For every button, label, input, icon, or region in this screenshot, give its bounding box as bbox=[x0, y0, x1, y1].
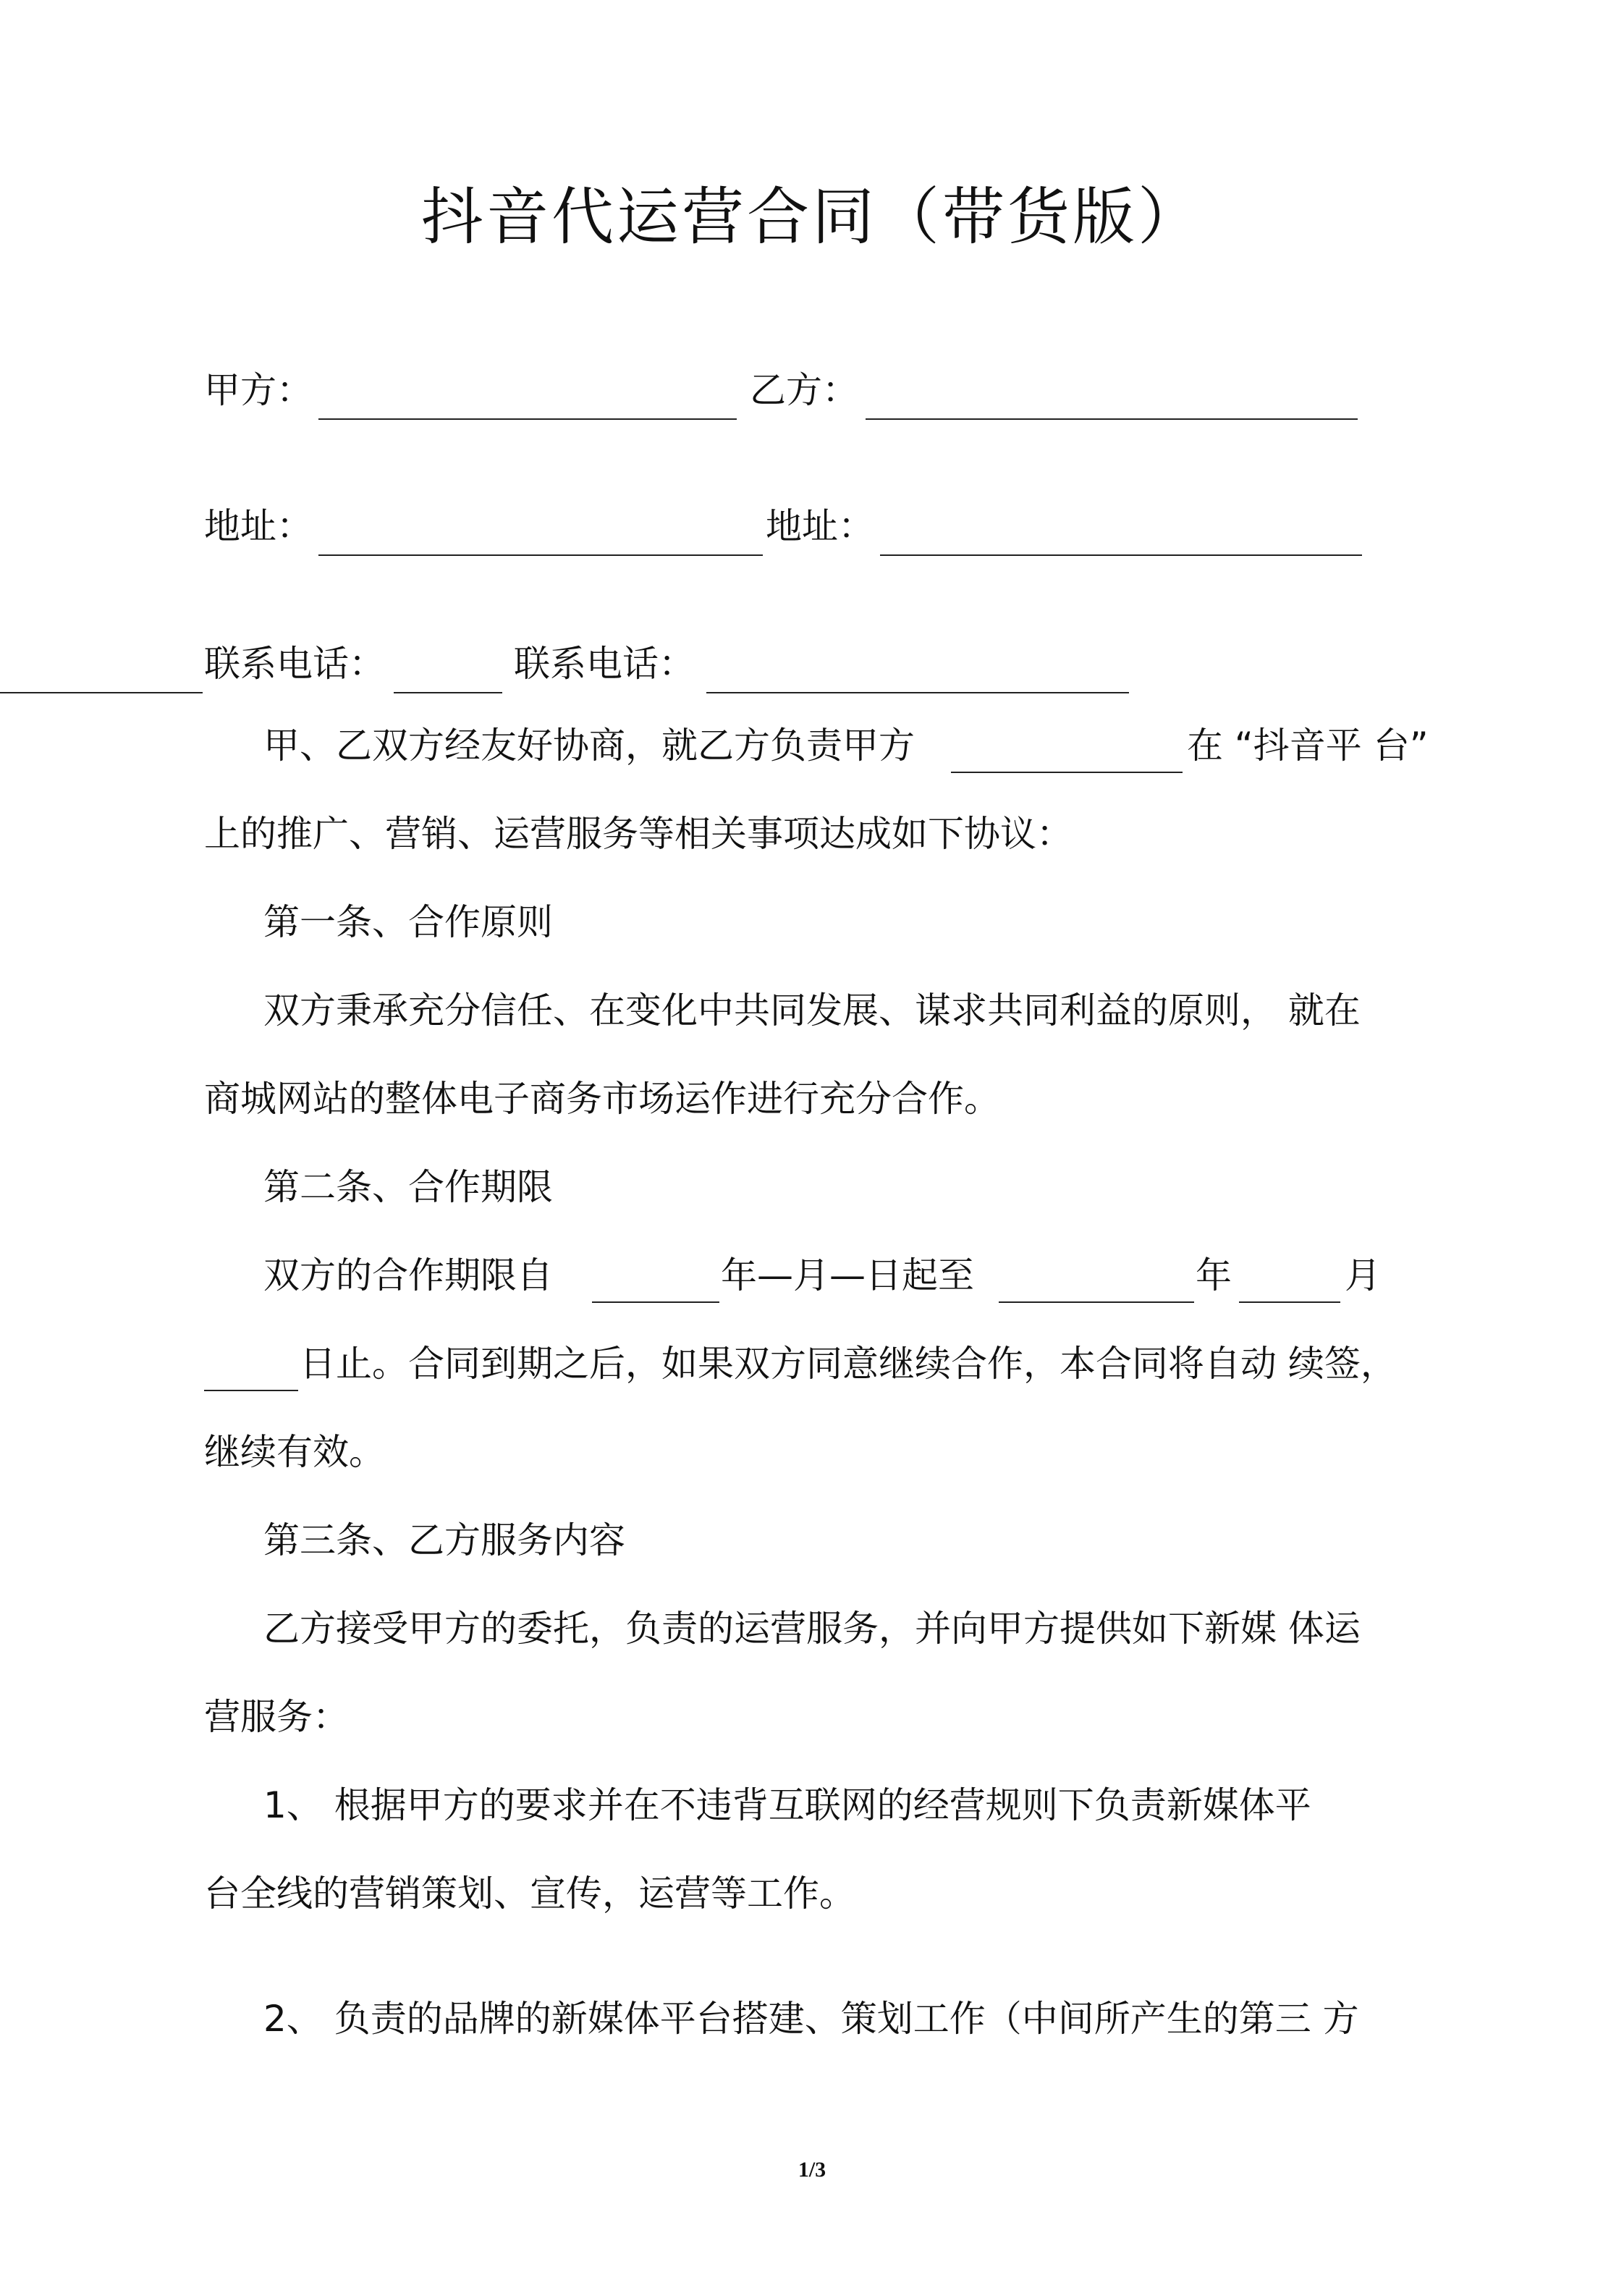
party-a-label: 甲方： bbox=[204, 369, 313, 411]
service-item-1-line-1: 1、 根据甲方的要求并在不违背互联网的经营规则下负责新媒体平 bbox=[263, 1784, 1311, 1826]
article-2-line-1-a: 双方的合作期限自 bbox=[263, 1254, 553, 1296]
phone-a-blank[interactable] bbox=[394, 692, 502, 693]
party-a-blank[interactable] bbox=[318, 418, 737, 420]
phone-b-blank[interactable] bbox=[706, 692, 1129, 693]
phone-b-label: 联系电话： bbox=[514, 643, 695, 685]
phone-pre-blank[interactable] bbox=[0, 692, 203, 693]
article-1-heading: 第一条、合作原则 bbox=[263, 901, 553, 943]
article-1-line-1: 双方秉承充分信任、在变化中共同发展、谋求共同利益的原则， 就在 bbox=[263, 989, 1361, 1031]
service-item-2-line-1: 2、 负责的品牌的新媒体平台搭建、策划工作（中间所产生的第三 方 bbox=[263, 1998, 1359, 2040]
article-3-line-1: 乙方接受甲方的委托，负责的运营服务，并向甲方提供如下新媒 体运 bbox=[263, 1608, 1361, 1650]
start-year-blank[interactable] bbox=[592, 1301, 719, 1303]
article-2-line-3: 继续有效。 bbox=[204, 1431, 385, 1473]
address-b-blank[interactable] bbox=[880, 554, 1362, 556]
end-day-blank[interactable] bbox=[204, 1390, 298, 1391]
article-1-line-2: 商城网站的整体电子商务市场运作进行充分合作。 bbox=[204, 1078, 1000, 1120]
document-title: 抖音代运营合同（带货版） bbox=[421, 181, 1203, 253]
intro-line-2: 上的推广、营销、运营服务等相关事项达成如下协议： bbox=[204, 813, 1073, 855]
intro-line-1-end: 在 “抖音平 台” bbox=[1187, 725, 1429, 767]
party-b-blank[interactable] bbox=[866, 418, 1358, 420]
article-2-month-label: 月 bbox=[1345, 1254, 1381, 1296]
end-year-blank[interactable] bbox=[999, 1301, 1194, 1303]
service-item-1-line-2: 台全线的营销策划、宣传，运营等工作。 bbox=[204, 1873, 855, 1915]
article-3-heading: 第三条、乙方服务内容 bbox=[263, 1519, 625, 1561]
intro-blank[interactable] bbox=[951, 772, 1183, 773]
party-b-label: 乙方： bbox=[750, 369, 858, 411]
article-2-year-label: 年 bbox=[1196, 1254, 1232, 1296]
address-a-blank[interactable] bbox=[318, 554, 763, 556]
address-a-label: 地址： bbox=[204, 505, 313, 547]
end-month-blank[interactable] bbox=[1239, 1301, 1340, 1303]
article-3-line-2: 营服务： bbox=[204, 1696, 349, 1738]
article-2-line-1-b: 年—月—日起至 bbox=[721, 1254, 974, 1296]
article-2-heading: 第二条、合作期限 bbox=[263, 1166, 553, 1208]
page-number: 1/3 bbox=[798, 2158, 826, 2182]
address-b-label: 地址： bbox=[766, 505, 874, 547]
phone-a-label: 联系电话： bbox=[204, 643, 385, 685]
intro-line-1: 甲、乙双方经友好协商，就乙方负责甲方 bbox=[263, 725, 915, 767]
article-2-line-2: 日止。合同到期之后，如果双方同意继续合作，本合同将自动 续签， bbox=[300, 1343, 1397, 1385]
